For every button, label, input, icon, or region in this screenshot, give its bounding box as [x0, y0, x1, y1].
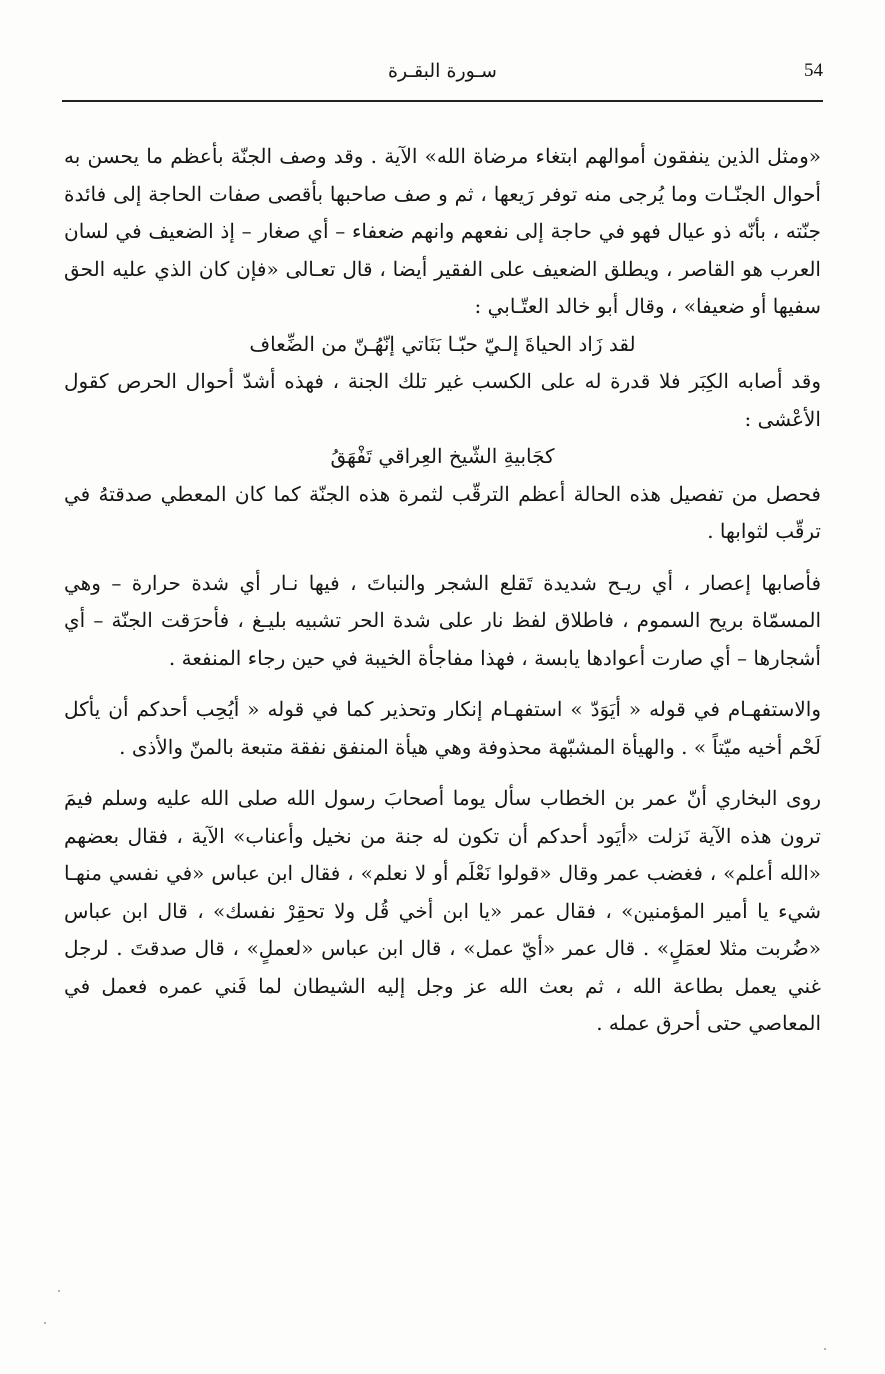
paragraph-whirlwind: فأصابها إعصار ، أي ريـح شديدة تَقلع الشجر والنباتَ ، فيها نـار أي شدة حرارة – وهي المسمّاة بريح السموم ، فاطلاق لفظ نار على شدة الحر تشبيه بليـغ ، فأحرَقت الجنّة – أي أشجارها – أي صارت أعوادها يابسة ، فهذا مفاجأة الخيبة في حين رجاء المنفعة .: [64, 570, 821, 670]
page-header: [62, 58, 823, 98]
paragraph-bukhari-report: روى البخاري أنّ عمر بن الخطاب سأل يوما أصحابَ رسول الله صلى الله عليه وسلم فيمَ ترون هذه الآية نَزلت «أيَود أحدكم أن تكون له جنة من نخيل وأعناب» الآية ، فقال بعضهم «الله أعلم» ، فغضب عمر وقال «قولوا نَعْلَم أو لا نعلم» ، فقال ابن عباس «في نفسي منهـا شيء يا أمير المؤمنين» ، فقال عمر «يا ابن أخي قُل ولا تحقِرْ نفسك» ، قال ابن عباس «ضُربت مثلا لعمَلٍ» . قال عمر «أيّ عمل» ، قال ابن عباس «لعملٍ» ، قال صدقتَ . لرجل غني يعمل بطاعة الله ، ثم بعث الله عز وجل إليه الشيطان لما فَني عمره فعمل في المعاصي حتى أحرق عمله .: [64, 786, 821, 1035]
verse-attabi: لقد زَاد الحياةَ إلـيّ حبّـا بَنَاتي إنّهُـنّ من الضِّعاف: [249, 331, 636, 356]
page-number: 54: [804, 60, 823, 81]
running-title: سـورة البقـرة: [388, 60, 497, 82]
header-divider: [62, 100, 823, 102]
paper-speck: [44, 1322, 46, 1324]
paragraph-interrogative: والاستفهـام في قوله « أيَوَدّ » استفهـام إنكار وتحذير كما في قوله « أيُحِب أحدكم أن يأكل لَحْم أخيه ميّتاً » . والهيأة المشبّهة محذوفة وهي هيأة المنفق نفقة متبعة بالمنّ والأذى .: [64, 697, 821, 759]
paper-speck: [824, 1348, 826, 1350]
paper-speck: [58, 1290, 60, 1292]
page-body: [64, 138, 821, 1043]
paragraph-weak-heirs: «ومثل الذين ينفقون أموالهم ابتغاء مرضاة الله» الآية . وقد وصف الجنّة بأعظم ما يحسن به أحوال الجنّـات وما يُرجى منه توفر رَيعها ، ثم و صف صاحبها بأقصى صفات الحاجة إلى فائدة جنّته ، بأنّه ذو عيال فهو في حاجة إلى نفعهم وانهم ضعفاء – أي صغار – إذ الضعيف في لسان العرب هو القاصر ، ويطلق الضعيف على الفقير أيضا ، قال تعـالى «فإن كان الذي عليه الحق سفيها أو ضعيفا» ، وقال أبو خالد العتّـابي :: [64, 144, 821, 318]
paragraph-old-age: وقد أصابه الكِبَر فلا قدرة له على الكسب غير تلك الجنة ، فهذه أشدّ أحوال الحرص كقول الأعْشى :: [64, 369, 821, 431]
paragraph-anticipation: فحصل من تفصيل هذه الحالة أعظم الترقّب لثمرة هذه الجنّة كما كان المعطي صدقتهُ في ترقّب لثوابها .: [64, 481, 821, 543]
verse-aasha: كجَابيةِ الشّيخ العِراقي تَفْهَقُ: [330, 444, 555, 468]
